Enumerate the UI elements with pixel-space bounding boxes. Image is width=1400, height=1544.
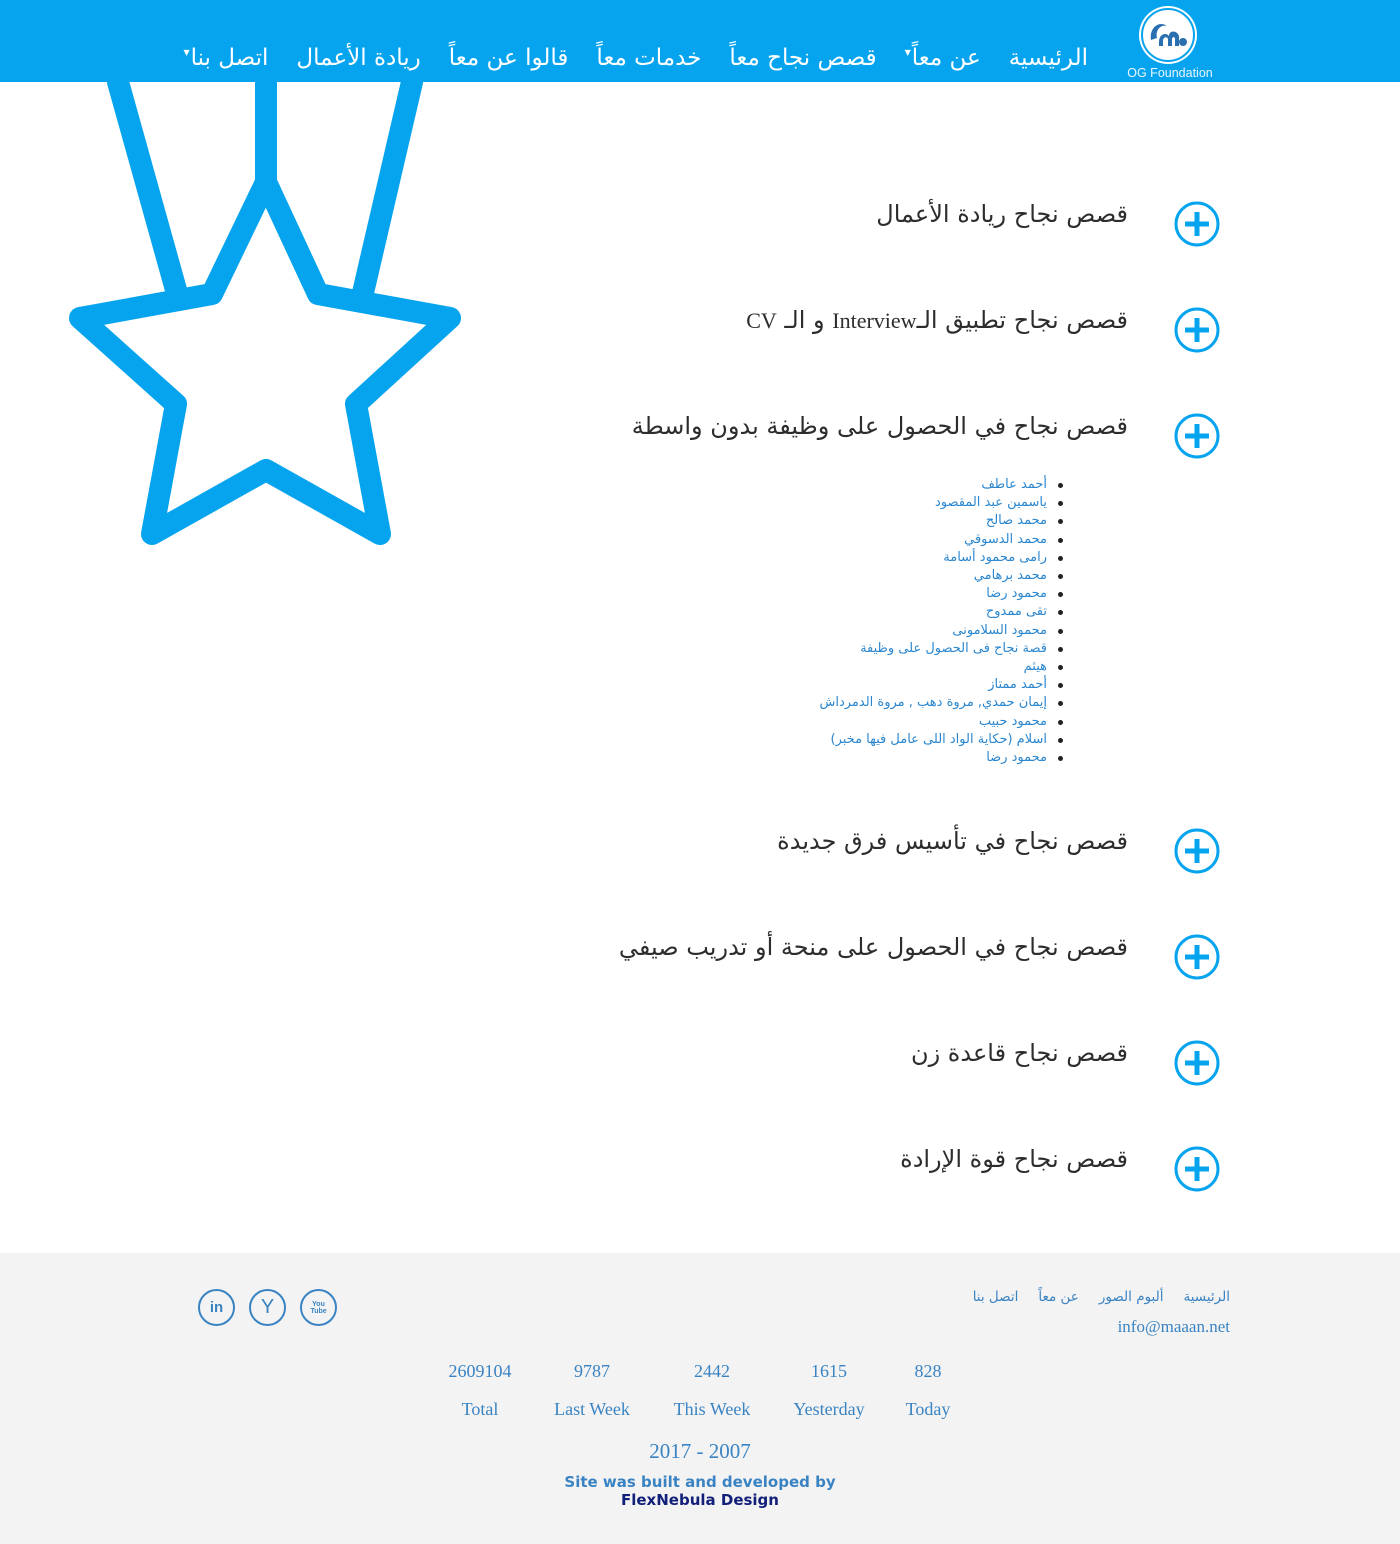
story-link[interactable]: قصة نجاح فى الحصول على وظيفة — [600, 640, 1047, 658]
stat-label: This Week — [673, 1399, 751, 1419]
expand-plus-icon[interactable] — [1174, 828, 1220, 874]
story-list — [600, 476, 1240, 767]
accordion-item — [600, 893, 1240, 999]
logo-text: OG Foundation — [1127, 66, 1213, 80]
footer-links — [973, 1289, 1230, 1305]
copyright-years: 2017 - 2007 — [649, 1439, 751, 1463]
star-medal-illustration — [60, 82, 480, 562]
story-link[interactable]: محمد برهامي — [600, 567, 1047, 585]
nav-success-stories[interactable]: قصص نجاح معاً — [729, 45, 877, 71]
credit-text: Site was built and developed by — [564, 1473, 836, 1491]
story-link[interactable]: اسلام (حكاية الواد اللى عامل فيها مخبر) — [600, 731, 1047, 749]
stat-label: Total — [461, 1399, 499, 1419]
stat-value: 1615 — [811, 1361, 847, 1381]
accordion-title: قصص نجاح في تأسيس فرق جديدة — [777, 827, 1128, 856]
og-foundation-logo[interactable] — [1120, 4, 1220, 80]
success-stories-accordion — [600, 160, 1240, 1211]
story-link[interactable]: أحمد عاطف — [600, 476, 1047, 494]
footer-email[interactable]: info@maaan.net — [1117, 1317, 1230, 1336]
linkedin-icon[interactable]: in — [198, 1289, 235, 1326]
stat-label: Last Week — [554, 1399, 630, 1419]
footer-link-photo-album[interactable]: ألبوم الصور — [1098, 1289, 1164, 1305]
story-link[interactable]: تقى ممدوح — [600, 603, 1047, 621]
accordion-header-job-without-connections[interactable] — [600, 372, 1240, 478]
nav-services[interactable]: خدمات معاً — [596, 45, 702, 71]
expand-plus-icon[interactable] — [1174, 934, 1220, 980]
nav-about[interactable]: عن معاً▼ — [904, 45, 981, 71]
expand-plus-icon[interactable] — [1174, 201, 1220, 247]
accordion-header-interview-cv[interactable] — [600, 266, 1240, 372]
stat-this-week — [657, 1361, 767, 1420]
nav-entrepreneurship[interactable]: ريادة الأعمال — [296, 45, 421, 71]
stat-today — [873, 1361, 983, 1420]
accordion-title: قصص نجاح في الحصول على منحة أو تدريب صيفي — [618, 933, 1128, 962]
logo-mark-icon — [1139, 6, 1197, 64]
story-link[interactable]: محمد صالح — [600, 512, 1047, 530]
youtube-icon[interactable]: You Tube — [300, 1289, 337, 1326]
accordion-item — [600, 372, 1240, 767]
story-link[interactable]: هيثم — [600, 658, 1047, 676]
nav-home[interactable]: الرئيسية — [1008, 45, 1088, 71]
stat-value: 2442 — [694, 1361, 730, 1381]
footer-link-about[interactable]: عن معاً — [1038, 1289, 1079, 1305]
nav-testimonials[interactable]: قالوا عن معاً — [448, 45, 569, 71]
accordion-item — [600, 999, 1240, 1105]
credit-company-link[interactable]: FlexNebula Design — [621, 1491, 779, 1509]
nav-contact[interactable]: اتصل بنا▼ — [183, 45, 269, 71]
expand-plus-icon[interactable] — [1174, 413, 1220, 459]
accordion-item — [600, 266, 1240, 372]
expand-plus-icon[interactable] — [1174, 1040, 1220, 1086]
accordion-header-zen-rule[interactable] — [600, 999, 1240, 1105]
accordion-title: قصص نجاح في الحصول على وظيفة بدون واسطة — [631, 412, 1128, 440]
story-link[interactable]: محمود رضا — [600, 585, 1047, 603]
story-link[interactable]: إيمان حمدي, مروة دهب , مروة الدمرداش — [600, 694, 1047, 712]
site-header — [0, 0, 1400, 82]
yahoo-icon[interactable]: Y — [249, 1289, 286, 1326]
stat-total — [425, 1361, 535, 1420]
developer-credit — [0, 1473, 1400, 1509]
accordion-title: قصص نجاح قاعدة زن — [910, 1039, 1128, 1068]
story-link[interactable]: ياسمين عبد المقصود — [600, 494, 1047, 512]
accordion-item — [600, 787, 1240, 893]
stat-last-week — [537, 1361, 647, 1420]
accordion-header-willpower[interactable] — [600, 1105, 1240, 1211]
accordion-header-entrepreneurship[interactable] — [600, 160, 1240, 266]
accordion-header-scholarship[interactable] — [600, 893, 1240, 999]
story-link[interactable]: محمد الدسوقي — [600, 531, 1047, 549]
stat-value: 9787 — [574, 1361, 610, 1381]
accordion-item — [600, 1105, 1240, 1211]
accordion-title: قصص نجاح تطبيق الـInterview و الـ CV — [746, 306, 1128, 334]
story-link[interactable]: محمود حبيب — [600, 713, 1047, 731]
story-link[interactable]: رامى محمود أسامة — [600, 549, 1047, 567]
caret-down-icon: ▼ — [904, 48, 911, 57]
expand-plus-icon[interactable] — [1174, 307, 1220, 353]
footer-link-home[interactable]: الرئيسية — [1183, 1289, 1230, 1305]
expand-plus-icon[interactable] — [1174, 1146, 1220, 1192]
story-link[interactable]: أحمد ممتاز — [600, 676, 1047, 694]
site-footer — [0, 1253, 1400, 1544]
story-link[interactable]: محمود السلامونى — [600, 622, 1047, 640]
accordion-item — [600, 160, 1240, 266]
caret-down-icon: ▼ — [183, 48, 190, 57]
stat-value: 828 — [914, 1361, 942, 1381]
stat-value: 2609104 — [448, 1361, 512, 1381]
stat-yesterday — [774, 1361, 884, 1420]
visitor-stats — [430, 1361, 970, 1431]
stat-label: Yesterday — [793, 1399, 865, 1419]
main-nav — [183, 40, 1088, 76]
story-link[interactable]: محمود رضا — [600, 749, 1047, 767]
accordion-title: قصص نجاح ريادة الأعمال — [876, 200, 1128, 228]
social-links — [198, 1289, 337, 1326]
accordion-title: قصص نجاح قوة الإرادة — [900, 1145, 1128, 1174]
footer-link-contact[interactable]: اتصل بنا — [972, 1289, 1019, 1305]
accordion-header-new-teams[interactable] — [600, 787, 1240, 893]
stat-label: Today — [905, 1399, 951, 1419]
